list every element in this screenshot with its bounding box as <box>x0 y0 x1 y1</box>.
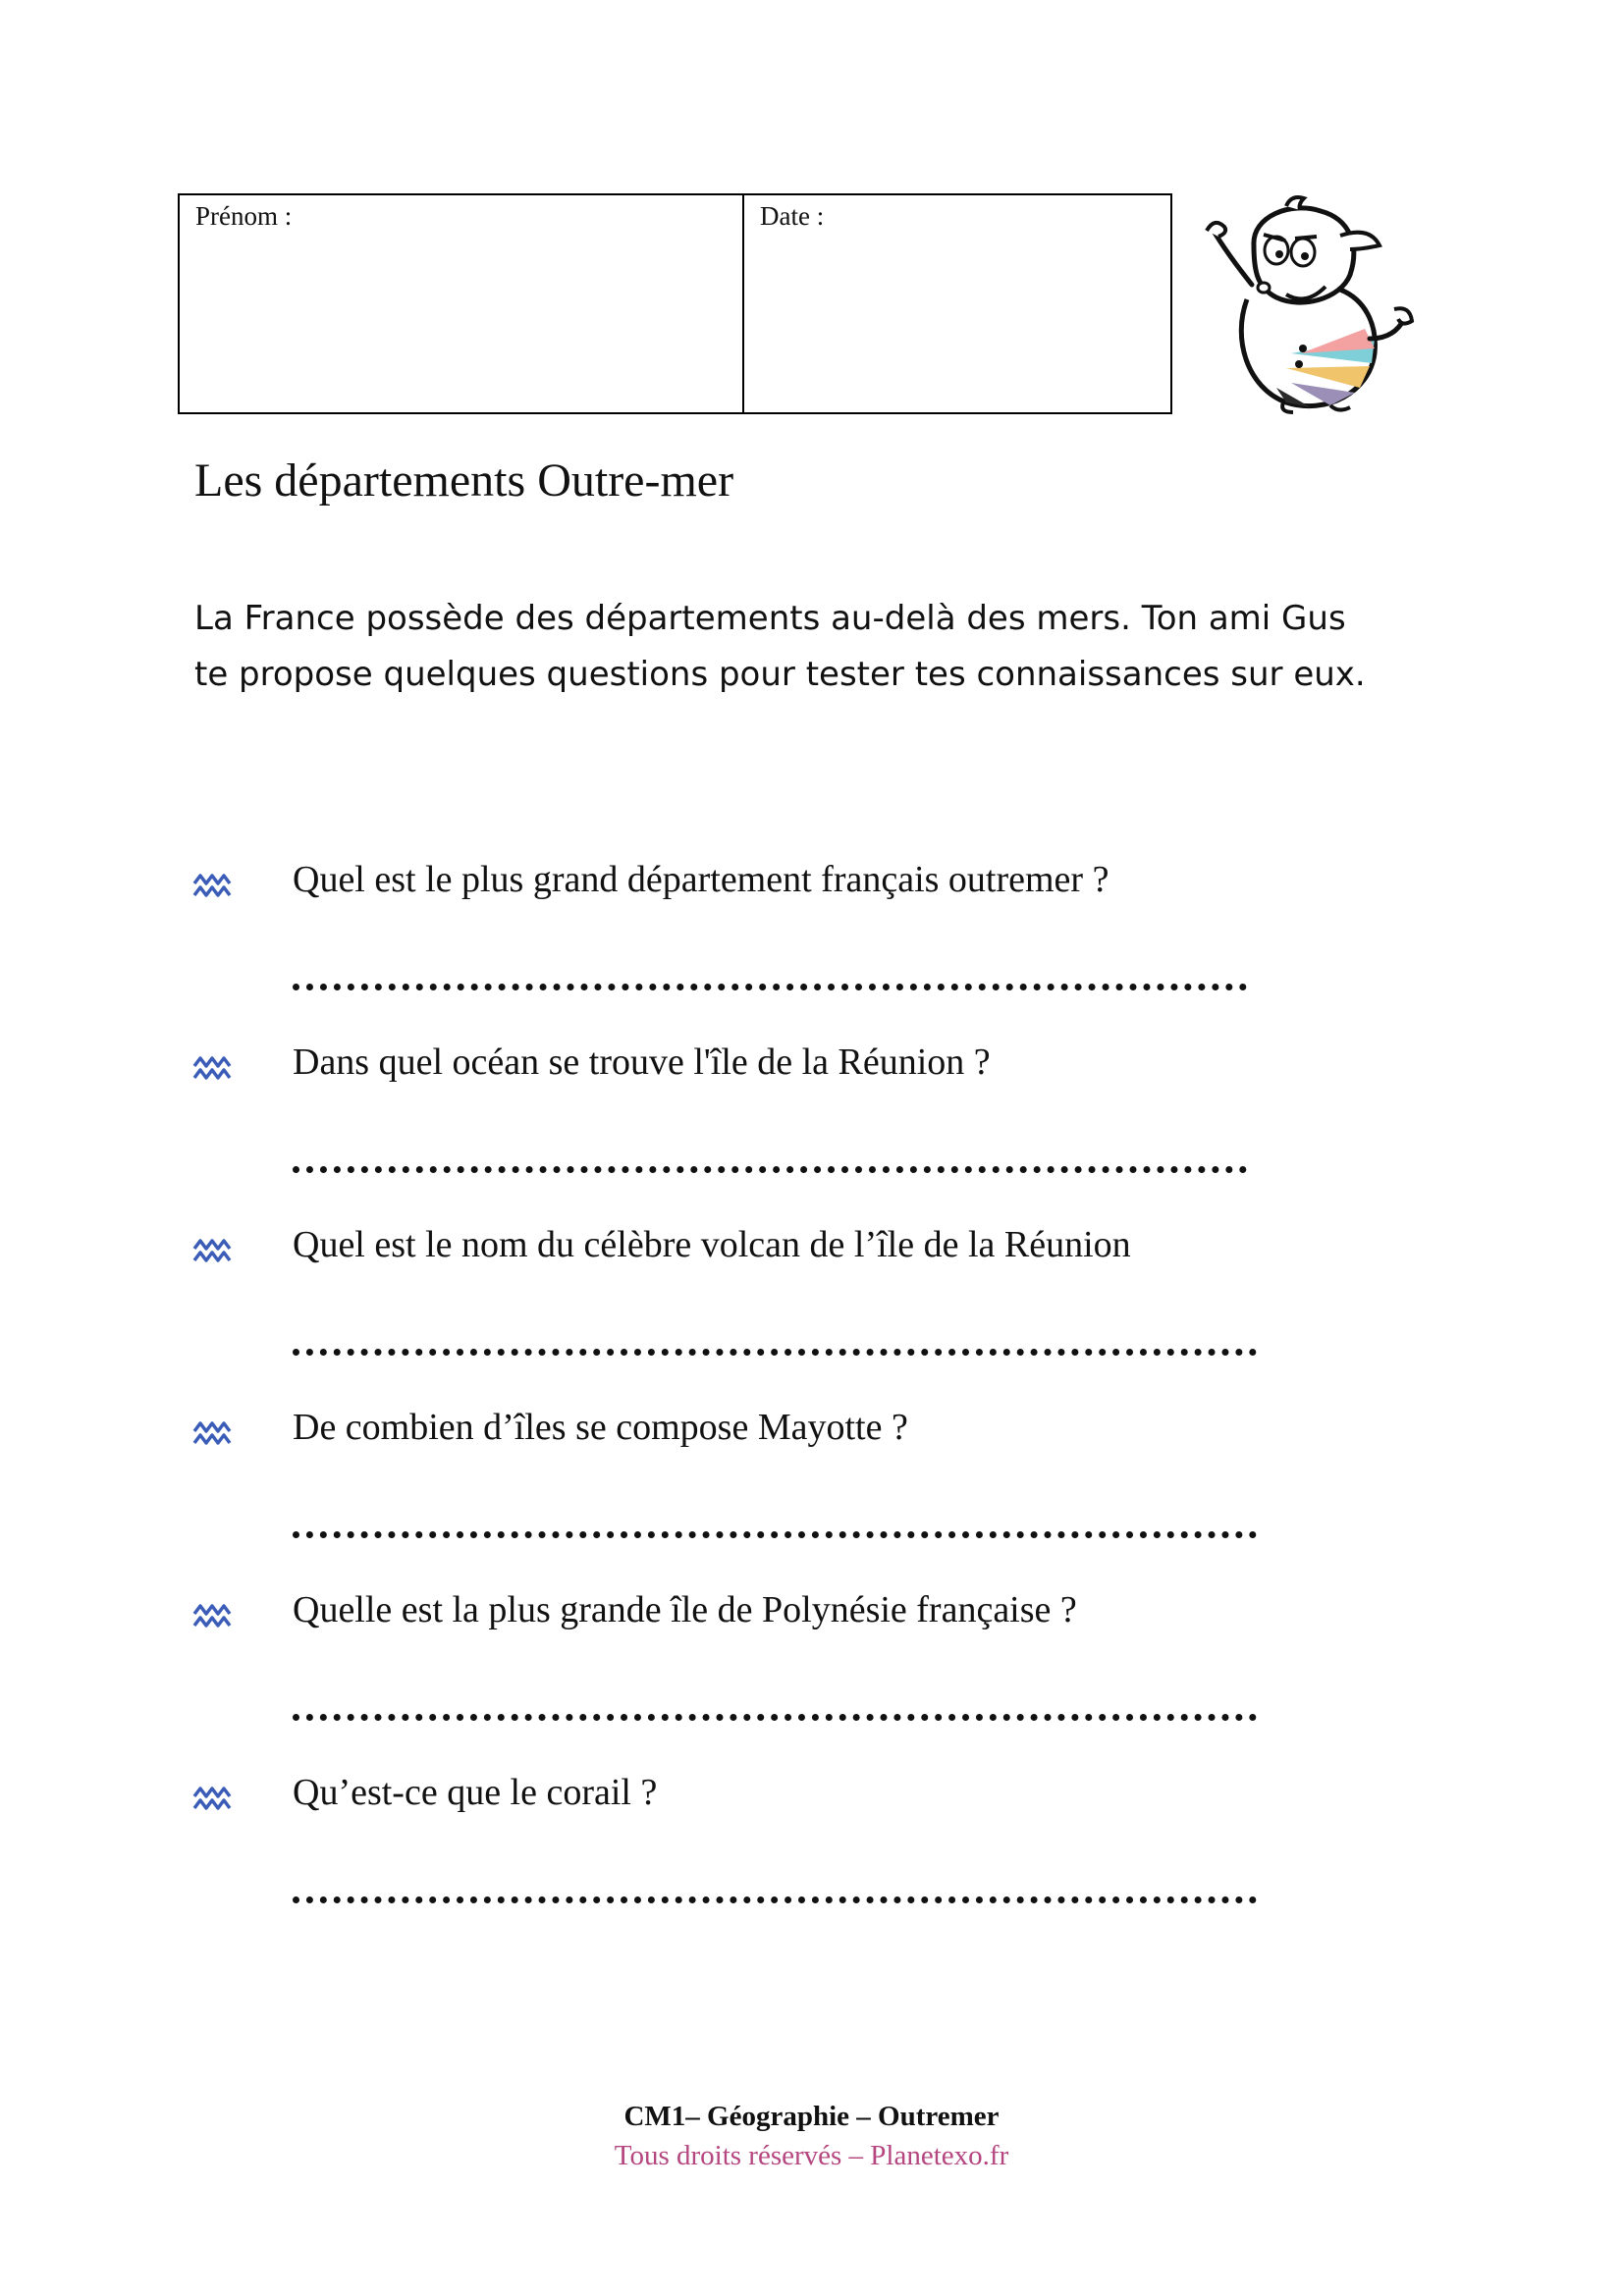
answer-line[interactable] <box>293 1694 1257 1721</box>
intro-line: te propose quelques questions pour tester tes connaissances sur eux. <box>194 655 1366 694</box>
answer-line[interactable] <box>293 1147 1247 1173</box>
name-label: Prénom : <box>195 201 293 231</box>
aquarius-wave-icon <box>192 1419 234 1447</box>
question-item <box>192 1771 1371 1953</box>
question-item <box>192 1223 1371 1406</box>
aquarius-wave-icon <box>192 1785 234 1812</box>
sheep-mascot-icon <box>1193 191 1419 417</box>
header-box <box>178 193 1172 414</box>
question-text: Quel est le plus grand département français outremer ? <box>293 859 1109 900</box>
question-text: Quel est le nom du célèbre volcan de l’île de la Réunion <box>293 1224 1131 1265</box>
intro-paragraph <box>194 591 1471 703</box>
answer-line[interactable] <box>293 1329 1257 1356</box>
date-label: Date : <box>760 201 825 231</box>
question-item <box>192 858 1371 1041</box>
question-item <box>192 1041 1371 1223</box>
question-text: Dans quel océan se trouve l'île de la Réunion ? <box>293 1041 991 1083</box>
question-item <box>192 1406 1371 1588</box>
aquarius-wave-icon <box>192 872 234 899</box>
aquarius-wave-icon <box>192 1602 234 1629</box>
answer-line[interactable] <box>293 1512 1257 1538</box>
answer-line[interactable] <box>293 964 1247 990</box>
question-list <box>192 858 1371 1953</box>
footer-copyright: Tous droits réservés – Planetexo.fr <box>614 2140 1009 2171</box>
question-text: Quelle est la plus grande île de Polynésie française ? <box>293 1589 1077 1630</box>
aquarius-wave-icon <box>192 1054 234 1082</box>
name-field[interactable] <box>180 195 744 412</box>
date-field[interactable] <box>744 195 1170 412</box>
question-text: Qu’est-ce que le corail ? <box>293 1772 658 1813</box>
question-item <box>192 1588 1371 1771</box>
question-text: De combien d’îles se compose Mayotte ? <box>293 1407 908 1448</box>
intro-line: La France possède des départements au-delà des mers. Ton ami Gus <box>194 599 1346 638</box>
aquarius-wave-icon <box>192 1237 234 1264</box>
footer-course-label: CM1– Géographie – Outremer <box>623 2101 1000 2132</box>
answer-line[interactable] <box>293 1877 1257 1903</box>
page-title: Les départements Outre-mer <box>194 454 734 507</box>
